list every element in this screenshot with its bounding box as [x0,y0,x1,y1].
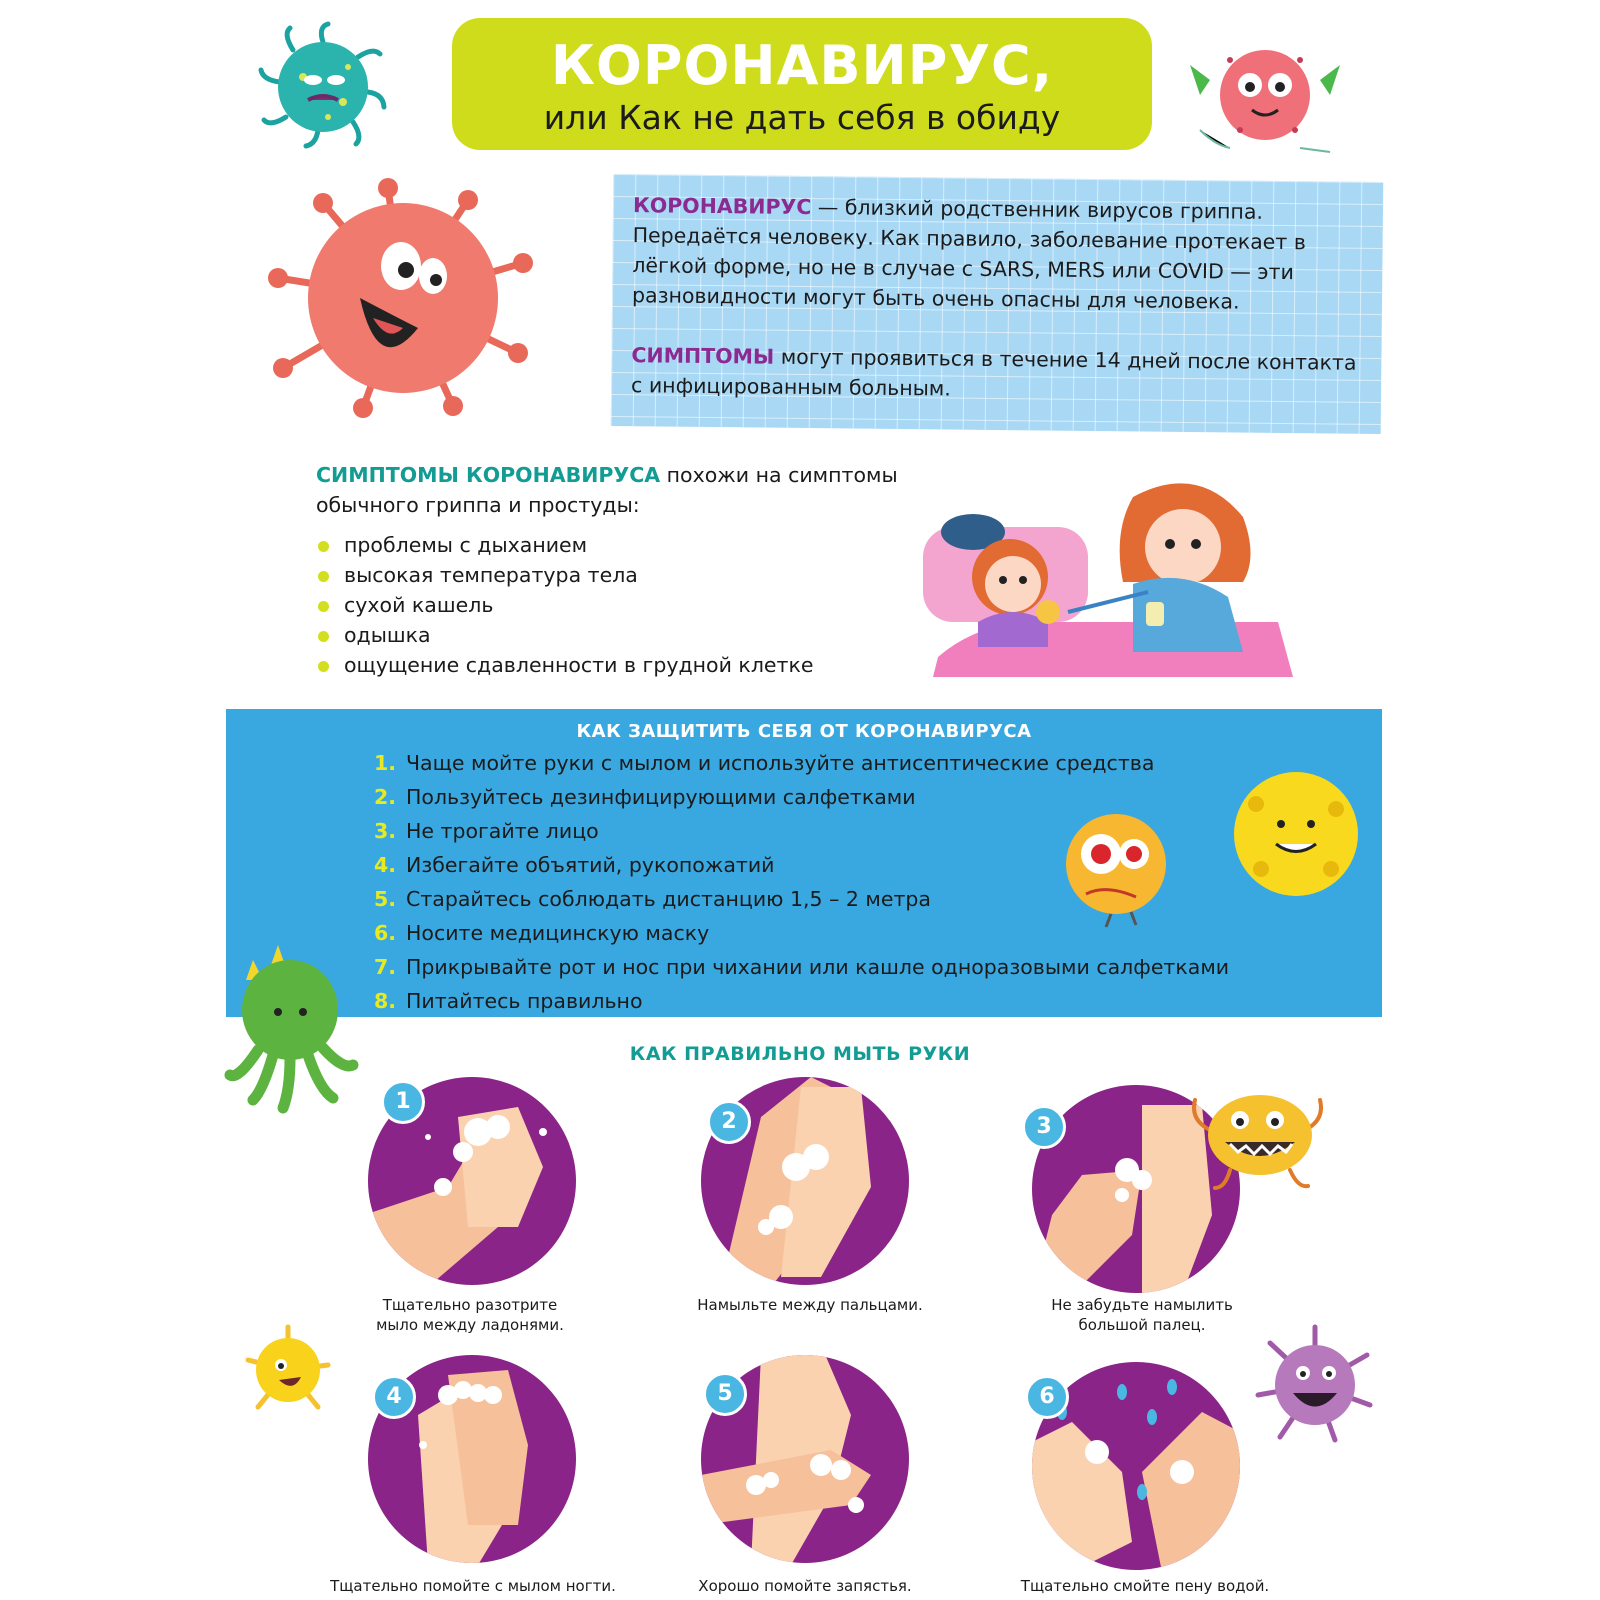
step-caption-line: Намыльте между пальцами. [697,1296,923,1314]
protect-tip [374,921,709,945]
info-term-symptoms: СИМПТОМЫ [631,343,775,369]
tip-number: 1. [374,751,397,775]
step-caption-line: Не забудьте намылить [1051,1296,1233,1314]
info-box [611,174,1384,434]
protect-tip [374,819,599,843]
step-number-badge: 3 [1022,1105,1066,1149]
protect-tip [374,989,643,1013]
symptoms-heading-text: похожи на симптомы обычного гриппа и простуды: [316,463,898,517]
step-caption [318,1576,628,1596]
tip-number: 7. [374,955,397,979]
step-caption-line: Хорошо помойте запястья. [698,1577,912,1595]
info-term-coronavirus: КОРОНАВИРУС [632,193,812,220]
info-paragraph-incubation [631,340,1362,408]
step-caption [340,1295,600,1335]
protect-tip [374,955,1229,979]
symptoms-list [316,530,916,680]
step-caption [675,1576,935,1596]
step-caption-line: большой палец. [1078,1316,1206,1334]
protect-tip [374,853,774,877]
step-caption [680,1295,940,1315]
orange-virus-illustration [1056,809,1176,929]
step-number-badge: 6 [1025,1375,1069,1419]
tip-text: Питайтесь правильно [406,989,643,1013]
step-caption-line: Тщательно смойте пену водой. [1020,1577,1270,1595]
protect-tip [374,751,1154,775]
wash-title: КАК ПРАВИЛЬНО МЫТЬ РУКИ [629,1043,971,1065]
symptom-item: проблемы с дыханием [316,530,916,560]
symptom-item: сухой кашель [316,590,916,620]
yellow-crab-virus-illustration [1190,1080,1330,1190]
tip-text: Старайтесь соблюдать дистанцию 1,5 – 2 метра [406,887,931,911]
symptoms-heading-term: СИМПТОМЫ КОРОНАВИРУСА [316,463,661,487]
tip-number: 2. [374,785,397,809]
symptom-item: высокая температура тела [316,560,916,590]
step-number-badge: 5 [703,1372,747,1416]
info-text-incubation: могут проявиться в течение 14 дней после контакта с инфицированным больным. [631,344,1357,401]
protect-title: КАК ЗАЩИТИТЬ СЕБЯ ОТ КОРОНАВИРУСА [576,721,1032,742]
protect-section [226,709,1382,1017]
step-number-badge: 1 [381,1080,425,1124]
tip-text: Носите медицинскую маску [406,921,710,945]
protect-tip [374,887,931,911]
symptoms-section [316,460,916,680]
tip-number: 3. [374,819,397,843]
sick-child-illustration [918,472,1298,680]
symptom-item: одышка [316,620,916,650]
teal-virus-illustration [258,22,388,147]
page-title: КОРОНАВИРУС, [550,34,1054,97]
green-octopus-illustration [228,940,358,1115]
step-caption [1000,1576,1290,1596]
info-text-definition: — близкий родственник вирусов гриппа. Передаётся человеку. Как правило, заболевание протекает в лёгкой форме, но не в случае с SARS, MERS или COVID — эти разновидности могут быть очень опасны для человека. [631,195,1307,314]
purple-virus-illustration [1255,1325,1375,1445]
small-yellow-virus-illustration [243,1325,333,1415]
tip-text: Избегайте объятий, рукопожатий [406,853,775,877]
page-subtitle: или Как не дать себя в обиду [543,98,1061,137]
title-banner [452,18,1152,150]
step-number-badge: 4 [372,1375,416,1419]
step-caption [1012,1295,1272,1335]
tip-text: Прикрывайте рот и нос при чихании или кашле одноразовыми салфетками [406,955,1230,979]
step-number-badge: 2 [707,1100,751,1144]
yellow-virus-illustration [1226,764,1366,904]
tip-number: 6. [374,921,397,945]
tip-number: 8. [374,989,397,1013]
step-caption-line: мыло между ладонями. [376,1316,564,1334]
info-paragraph-definition [632,190,1363,318]
tip-number: 5. [374,887,397,911]
red-coronavirus-illustration [268,178,538,418]
symptom-item: ощущение сдавленности в грудной клетке [316,650,916,680]
tip-text: Пользуйтесь дезинфицирующими салфетками [406,785,916,809]
pink-virus-illustration [1190,30,1340,160]
protect-tip [374,785,916,809]
tip-text: Не трогайте лицо [406,819,599,843]
symptoms-heading [316,460,916,520]
step-caption-line: Тщательно разотрите [382,1296,558,1314]
step-caption-line: Тщательно помойте с мылом ногти. [330,1577,616,1595]
tip-text: Чаще мойте руки с мылом и используйте антисептические средства [406,751,1155,775]
tip-number: 4. [374,853,397,877]
